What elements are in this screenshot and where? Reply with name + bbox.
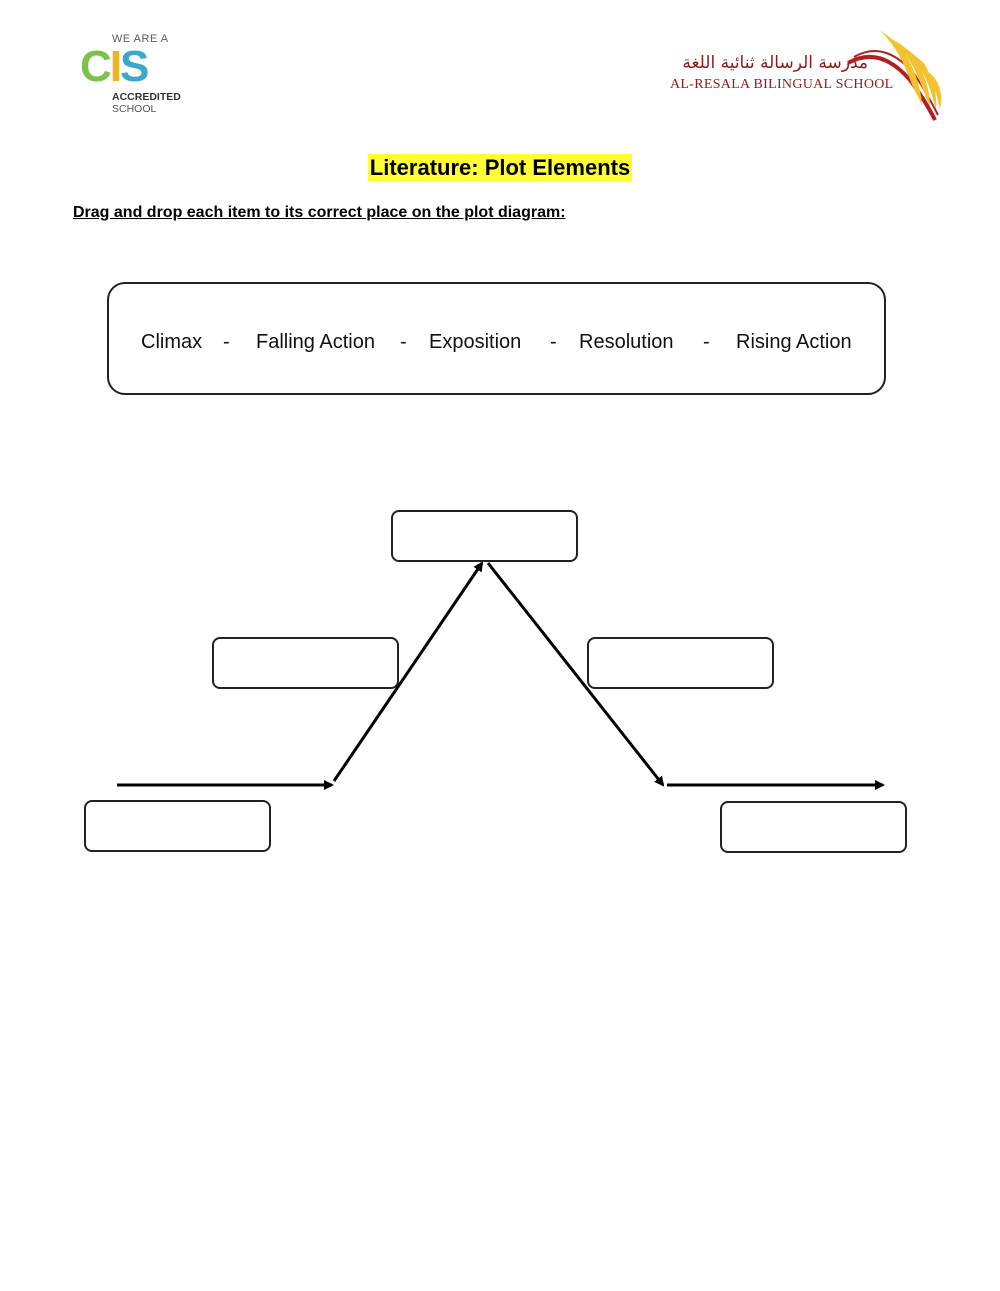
cis-letter-i: I — [109, 42, 121, 91]
word-climax[interactable]: Climax — [141, 331, 203, 353]
drop-zone-climax[interactable] — [391, 510, 578, 562]
drop-zone-rising-action[interactable] — [212, 637, 399, 689]
word-resolution[interactable]: Resolution — [579, 331, 674, 353]
word-separator: - — [400, 331, 407, 353]
word-exposition[interactable]: Exposition — [429, 331, 522, 353]
word-rising-action[interactable]: Rising Action — [736, 331, 852, 353]
drop-zone-exposition[interactable] — [84, 800, 271, 852]
cis-top-text: WE ARE A — [112, 33, 169, 45]
page-title: Literature: Plot Elements — [369, 155, 631, 180]
cis-school-text: SCHOOL — [112, 103, 157, 115]
drop-zone-resolution[interactable] — [720, 801, 907, 853]
instructions-text: Drag and drop each item to its correct place on the plot diagram: — [73, 204, 566, 221]
word-separator: - — [223, 331, 230, 353]
cis-letter-c: C — [80, 42, 110, 91]
cis-letter-s: S — [120, 42, 148, 91]
school-english-name: AL-RESALA BILINGUAL SCHOOL — [670, 77, 894, 92]
cis-accredited-text: ACCREDITED — [112, 91, 181, 103]
school-arabic-name: مدرسة الرسالة ثنائية اللغة — [682, 53, 868, 73]
word-falling-action[interactable]: Falling Action — [256, 331, 375, 353]
drop-zone-falling-action[interactable] — [587, 637, 774, 689]
word-separator: - — [550, 331, 557, 353]
word-separator: - — [703, 331, 710, 353]
